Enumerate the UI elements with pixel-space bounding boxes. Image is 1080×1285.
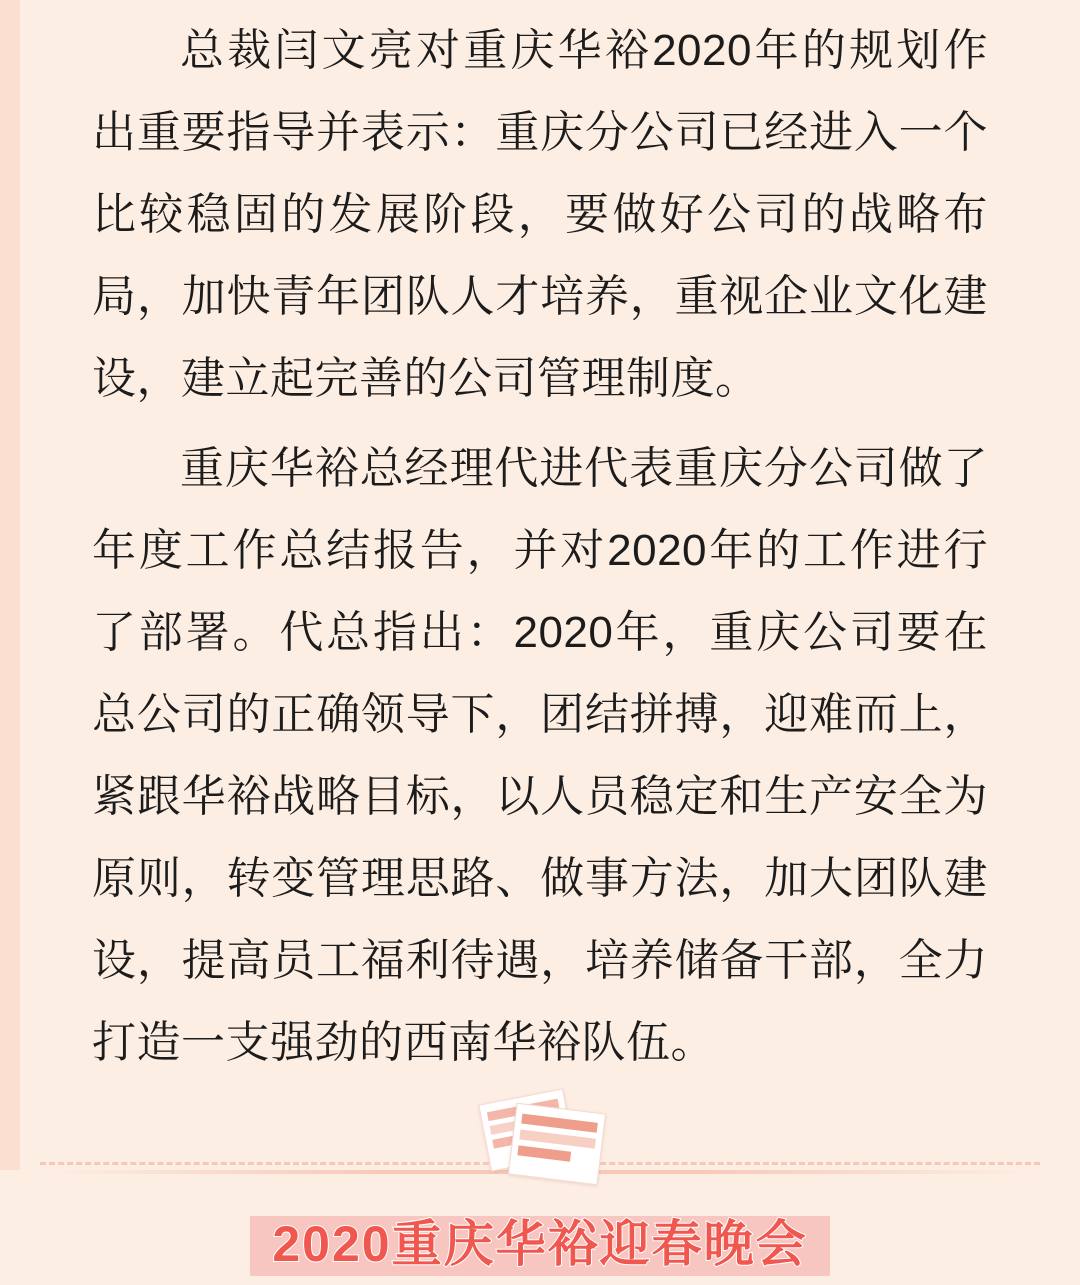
paragraph-2: 重庆华裕总经理代进代表重庆分公司做了年度工作总结报告，并对2020年的工作进行了部署。代总指出：2020年，重庆公司要在总公司的正确领导下，团结拼搏，迎难而上，紧跟华裕战略目标，以人员稳定和生产安全为原则，转变管理思路、做事方法，加大团队建设，提高员工福利待遇，培养储备干部，全力打造一支强劲的西南华裕队伍。 (92, 444, 988, 1067)
paragraph-1: 总裁闫文亮对重庆华裕2020年的规划作出重要指导并表示：重庆分公司已经进入一个比较稳固的发展阶段，要做好公司的战略布局，加快青年团队人才培养，重视企业文化建设，建立起完善的公司管理制度。 (92, 26, 988, 403)
photo-front-icon (508, 1103, 606, 1185)
left-accent-bar (0, 0, 20, 1170)
banner-title: 2020重庆华裕迎春晚会 (272, 1216, 808, 1272)
divider-zone (0, 1090, 1080, 1200)
article-body (92, 0, 988, 1092)
photo-stack-icon (478, 1090, 608, 1190)
